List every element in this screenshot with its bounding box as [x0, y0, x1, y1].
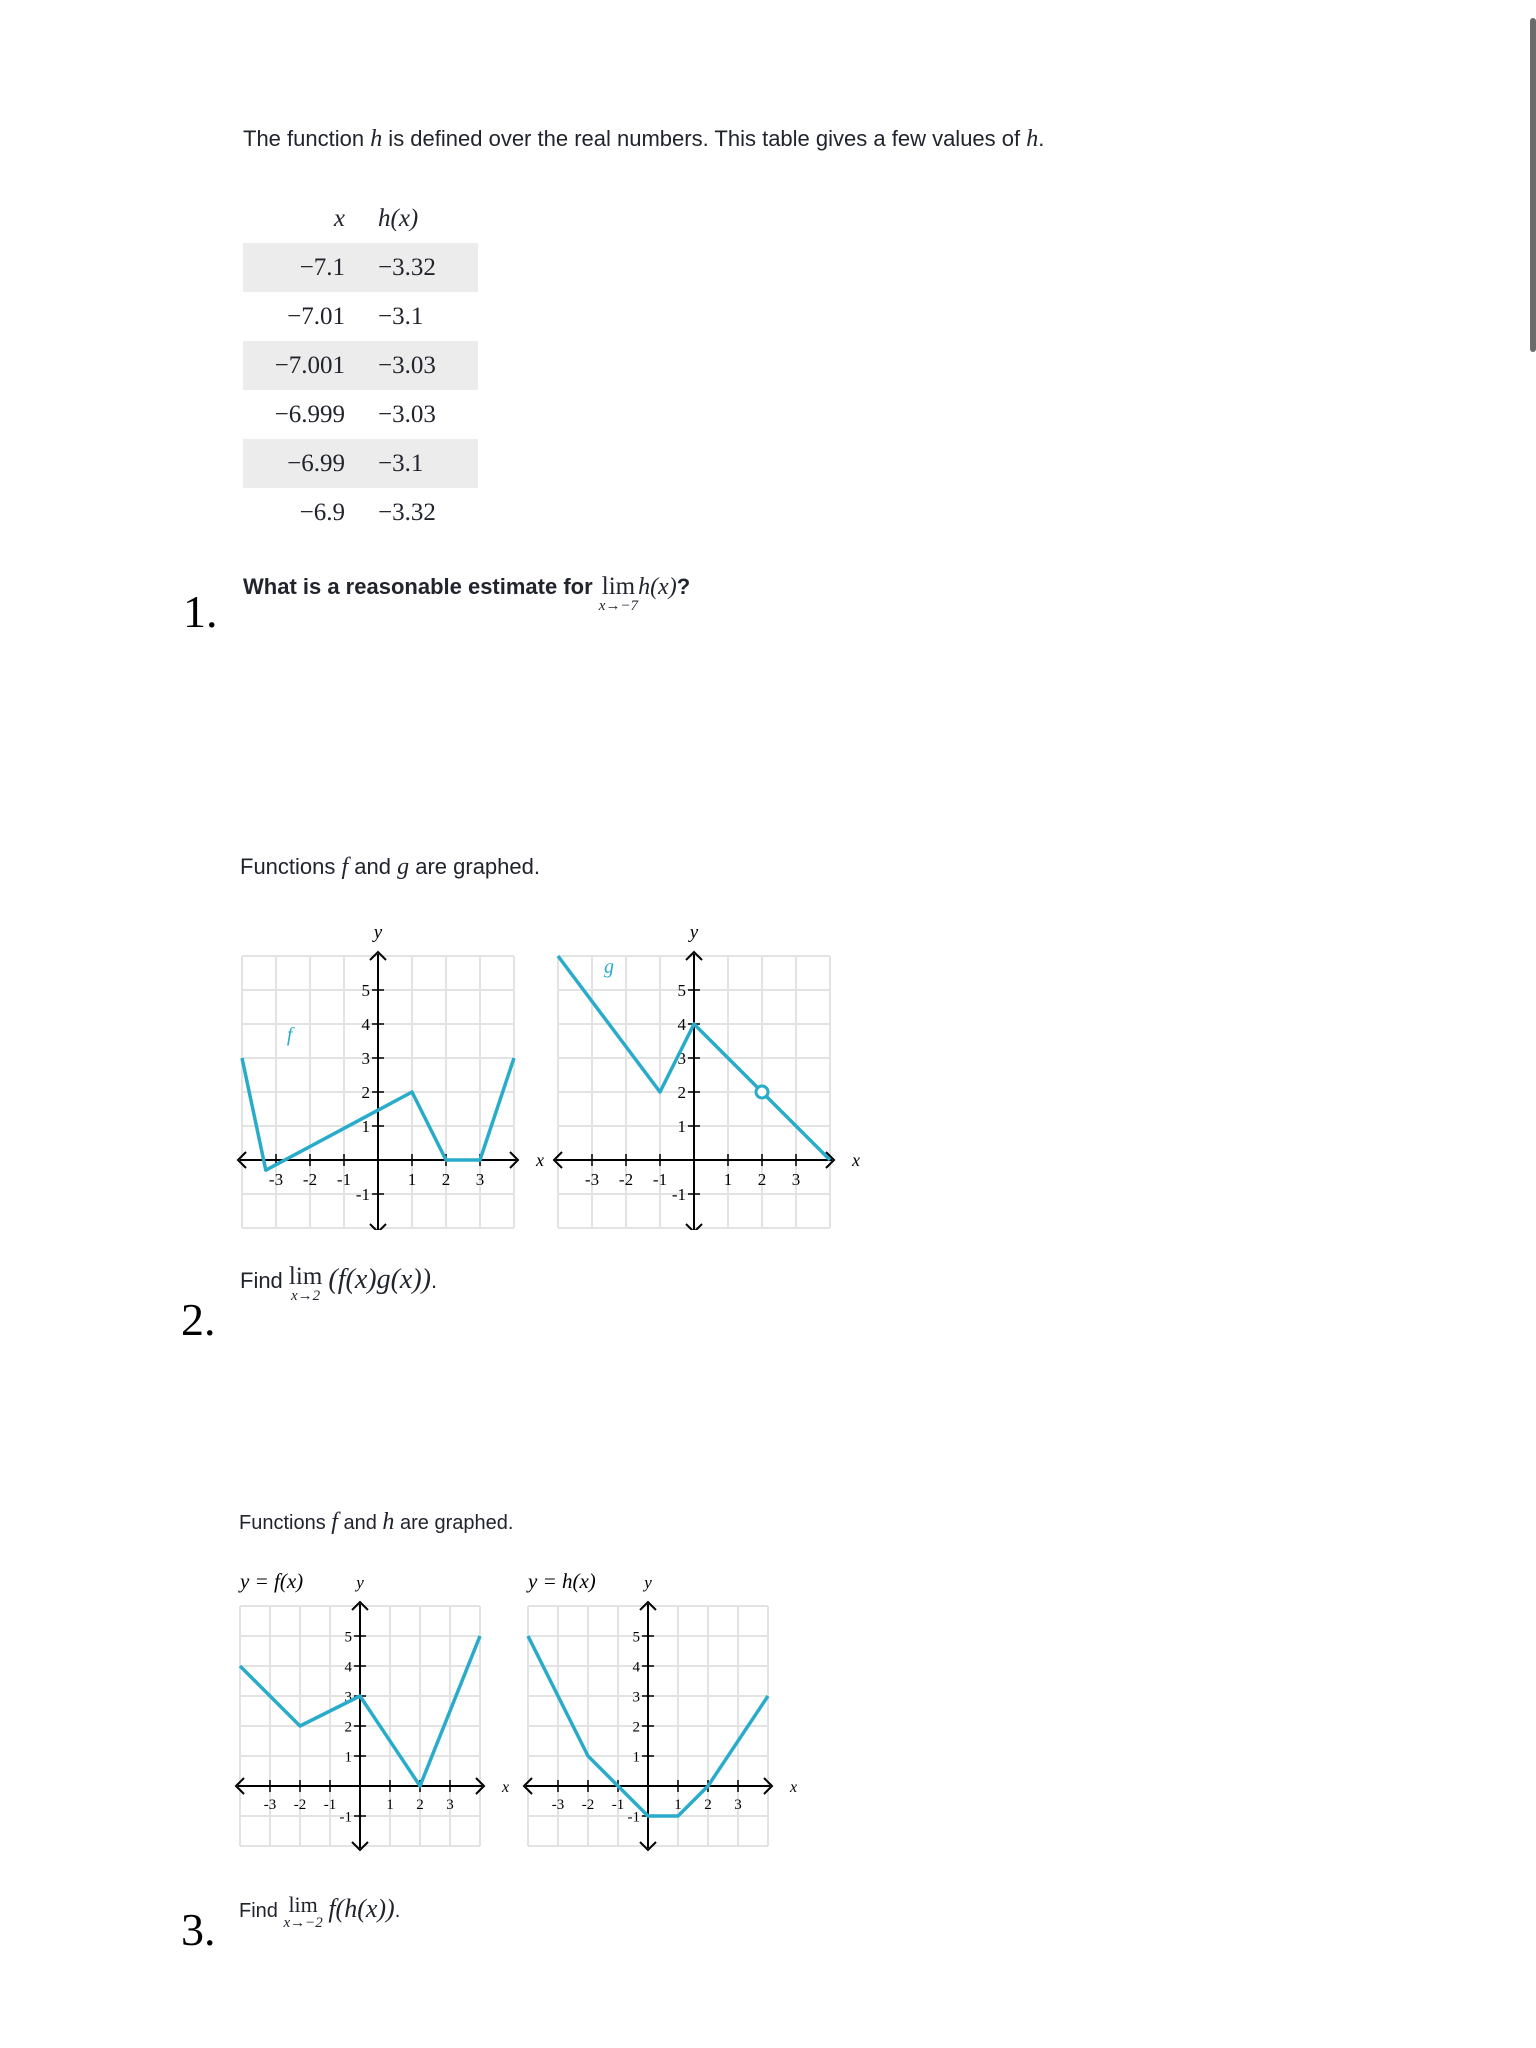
lim-text: lim [601, 573, 636, 600]
lim-subscript: x→2 [291, 1288, 321, 1304]
x-tick-label: -1 [336, 1170, 352, 1189]
y-tick-label: 1 [344, 1749, 352, 1766]
table-cell-hx: −3.32 [378, 243, 478, 292]
x-tick-label: -3 [584, 1170, 600, 1189]
prompt-text: What is a reasonable estimate for [243, 574, 599, 599]
x-tick-label: 2 [416, 1797, 424, 1813]
x-axis-label: x [790, 1779, 798, 1796]
table-header-x: x [333, 204, 345, 232]
y-axis-label: y [373, 922, 383, 943]
question-number-1: 1. [183, 586, 218, 637]
x-tick-label: 3 [446, 1797, 454, 1813]
y-tick-label: 4 [361, 1014, 370, 1034]
table-row [243, 439, 478, 488]
graph-g-q2 [548, 910, 872, 1230]
x-tick-label: 2 [441, 1170, 451, 1189]
question-3-intro [239, 1509, 513, 1536]
table-cell-x: −7.001 [243, 341, 378, 390]
lim-subscript: x→−7 [598, 598, 639, 614]
graph-f-q2 [232, 910, 556, 1230]
intro-text: . [1038, 126, 1045, 151]
prompt-end: . [394, 1900, 401, 1922]
x-tick-label: -3 [263, 1797, 277, 1813]
intro-var-h: h [1026, 126, 1039, 152]
y-axis-label: y [689, 922, 699, 943]
table-cell-x: −7.01 [287, 302, 345, 330]
lim-text: lim [288, 1263, 323, 1290]
x-axis-label: x [852, 1150, 860, 1170]
x-tick-label: 1 [407, 1170, 417, 1189]
table-cell-x: −7.1 [243, 243, 378, 292]
function-label: g [604, 956, 614, 978]
y-tick-label: 3 [344, 1689, 352, 1706]
limit-expression: (f(x)g(x)) [328, 1264, 431, 1295]
y-tick-label: 2 [632, 1719, 640, 1736]
table-cell-hx: −3.03 [378, 341, 478, 390]
x-tick-label: 2 [704, 1797, 712, 1813]
x-tick-label: -1 [611, 1797, 625, 1813]
y-axis-label: y [644, 1573, 652, 1592]
question-number-3: 3. [181, 1904, 216, 1955]
prompt-text: Find [239, 1900, 284, 1922]
intro-text: The function [243, 126, 371, 151]
question-3-prompt [239, 1894, 400, 1931]
y-axis-label: y [356, 1573, 364, 1592]
table-row [243, 243, 478, 292]
question-2-prompt [240, 1264, 437, 1304]
prompt-end: . [430, 1268, 438, 1293]
y-tick-label: 5 [344, 1629, 352, 1646]
y-tick-label: 5 [361, 980, 370, 1000]
lim-text: lim [288, 1892, 318, 1917]
question-1-intro [243, 126, 1044, 153]
x-tick-label: 1 [674, 1797, 682, 1813]
question-2-intro [240, 854, 540, 881]
graph-title: y = f(x) [240, 1569, 304, 1593]
y-tick-label: -1 [355, 1184, 370, 1204]
y-tick-label: 4 [632, 1659, 640, 1676]
y-tick-label: 5 [632, 1629, 640, 1646]
page-scrollbar[interactable] [1530, 18, 1536, 352]
y-tick-label: 3 [361, 1048, 370, 1068]
y-tick-label: 2 [677, 1082, 686, 1102]
question-1-prompt [243, 574, 690, 614]
intro-var-h: h [370, 126, 383, 152]
values-table [243, 194, 478, 537]
intro-text: are graphed. [394, 1512, 514, 1534]
intro-var-f: f [341, 854, 349, 880]
intro-text: and [337, 1512, 383, 1534]
y-tick-label: 2 [344, 1719, 352, 1736]
intro-text: and [348, 854, 398, 879]
x-tick-label: -3 [551, 1797, 565, 1813]
x-tick-label: -2 [293, 1797, 307, 1813]
x-tick-label: -2 [302, 1170, 318, 1189]
x-tick-label: -2 [618, 1170, 634, 1189]
open-point-icon [756, 1086, 768, 1098]
graph-h-q3 [520, 1560, 820, 1860]
x-tick-label: -1 [652, 1170, 668, 1189]
question-number-2: 2. [181, 1294, 216, 1345]
x-tick-label: 2 [757, 1170, 767, 1189]
y-tick-label: -1 [627, 1809, 640, 1826]
table-cell-hx: −3.1 [378, 302, 424, 330]
table-row [243, 292, 478, 341]
y-tick-label: 3 [632, 1689, 640, 1706]
table-row [243, 341, 478, 390]
intro-text: Functions [240, 854, 342, 879]
y-tick-label: -1 [339, 1809, 352, 1826]
table-cell-hx: −3.03 [378, 400, 436, 428]
x-tick-label: -1 [323, 1797, 337, 1813]
x-tick-label: 3 [475, 1170, 485, 1189]
intro-text: is defined over the real numbers. This table gives a few values of [382, 126, 1027, 151]
table-row [243, 390, 478, 439]
x-tick-label: 3 [734, 1797, 742, 1813]
y-tick-label: 3 [677, 1048, 686, 1068]
table-header-hx: h(x) [378, 204, 419, 232]
y-tick-label: 4 [344, 1659, 352, 1676]
y-tick-label: 5 [677, 980, 686, 1000]
table-row [243, 488, 478, 537]
intro-var-g: g [397, 854, 410, 880]
x-tick-label: 1 [723, 1170, 733, 1189]
x-tick-label: -2 [581, 1797, 595, 1813]
y-tick-label: -1 [671, 1184, 686, 1204]
intro-text: Functions [239, 1512, 332, 1534]
intro-var-f: f [331, 1509, 338, 1535]
y-tick-label: 4 [677, 1014, 686, 1034]
table-cell-hx: −3.1 [378, 439, 478, 488]
table-cell-x: −6.9 [299, 498, 345, 526]
x-tick-label: -3 [268, 1170, 284, 1189]
y-tick-label: 2 [361, 1082, 370, 1102]
x-axis-label: x [536, 1150, 544, 1170]
y-tick-label: 1 [361, 1116, 370, 1136]
intro-text: are graphed. [409, 854, 540, 879]
y-tick-label: 1 [632, 1749, 640, 1766]
limit-expression: h(x) [638, 574, 677, 600]
table-cell-hx: −3.32 [378, 498, 436, 526]
table-cell-x: −6.999 [274, 400, 345, 428]
x-axis-label: x [502, 1779, 510, 1796]
lim-subscript: x→−2 [283, 1915, 323, 1931]
intro-var-h: h [382, 1509, 395, 1535]
function-label: f [286, 1024, 293, 1046]
prompt-text: Find [240, 1268, 289, 1293]
limit-operator [283, 1894, 322, 1931]
x-tick-label: 3 [791, 1170, 801, 1189]
limit-expression: f(h(x)) [328, 1894, 395, 1923]
y-tick-label: 1 [677, 1116, 686, 1136]
graph-f-q3 [232, 1560, 532, 1860]
table-cell-x: −6.99 [243, 439, 378, 488]
limit-operator [289, 1264, 322, 1304]
limit-operator [599, 574, 638, 614]
prompt-end: ? [676, 574, 691, 599]
graph-title: y = h(x) [528, 1569, 596, 1593]
x-tick-label: 1 [386, 1797, 394, 1813]
